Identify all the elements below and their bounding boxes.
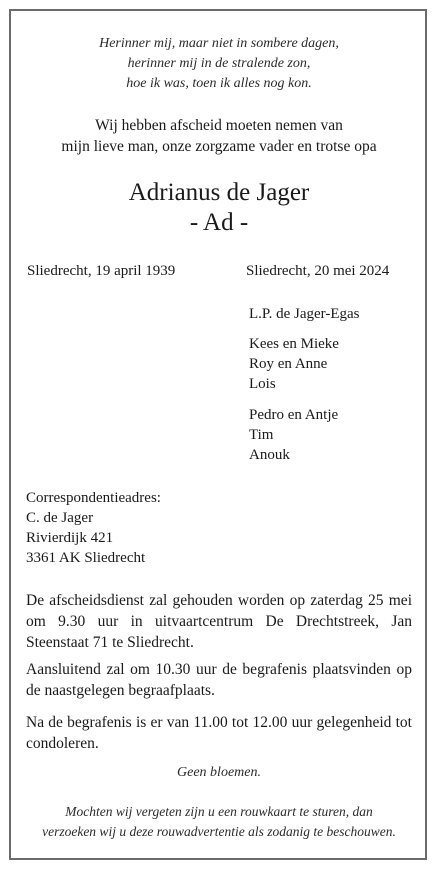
poem-line: herinner mij in de stralende zon, (127, 56, 311, 71)
address-heading: Correspondentieadres: (26, 490, 161, 506)
family-member: Pedro en Antje (249, 407, 339, 423)
family-member: Roy en Anne (249, 356, 328, 372)
intro-line: mijn lieve man, onze zorgzame vader en trotse opa (61, 138, 377, 155)
poem (20, 34, 418, 94)
address-line: 3361 AK Sliedrecht (26, 550, 146, 566)
family-member: Lois (249, 376, 276, 392)
deceased-name-block (20, 178, 418, 238)
poem-line: Herinner mij, maar niet in sombere dagen, (99, 36, 339, 51)
deceased-name: Adrianus de Jager (128, 179, 310, 206)
deceased-nickname: - Ad - (189, 209, 249, 236)
family-member: Kees en Mieke (249, 336, 339, 352)
closing-note (20, 802, 418, 842)
intro-line: Wij hebben afscheid moeten nemen van (95, 117, 343, 134)
closing-line: verzoeken wij u deze rouwadvertentie als zodanig te beschouwen. (42, 824, 396, 839)
family-group-2 (249, 405, 338, 465)
death-date: Sliedrecht, 20 mei 2024 (246, 263, 390, 279)
intro-text (20, 115, 418, 157)
family-member: Tim (249, 427, 274, 443)
address-line: C. de Jager (26, 510, 94, 526)
address-line: Rivierdijk 421 (26, 530, 114, 546)
no-flowers-note: Geen bloemen. (177, 765, 261, 780)
family-group-1 (249, 334, 339, 394)
birth-date: Sliedrecht, 19 april 1939 (27, 263, 176, 279)
closing-line: Mochten wij vergeten zijn u een rouwkaart te sturen, dan (65, 804, 373, 819)
family-spouse (249, 304, 360, 324)
condolence-paragraph: Na de begrafenis is er van 11.00 tot 12.00 uur gelegenheid tot condoleren. (26, 714, 412, 752)
spouse-name: L.P. de Jager-Egas (249, 306, 360, 322)
correspondence-address (26, 488, 161, 568)
service-paragraph: De afscheidsdienst zal gehouden worden op zaterdag 25 mei om 9.30 uur in uitvaartcentrum De Drechtstreek, Jan Steenstaat 71 te Sliedrecht. (26, 592, 412, 651)
family-member: Anouk (249, 447, 290, 463)
poem-line: hoe ik was, toen ik alles nog kon. (126, 76, 312, 91)
burial-paragraph: Aansluitend zal om 10.30 uur de begrafenis plaatsvinden op de naastgelegen begraafplaats. (26, 661, 412, 699)
